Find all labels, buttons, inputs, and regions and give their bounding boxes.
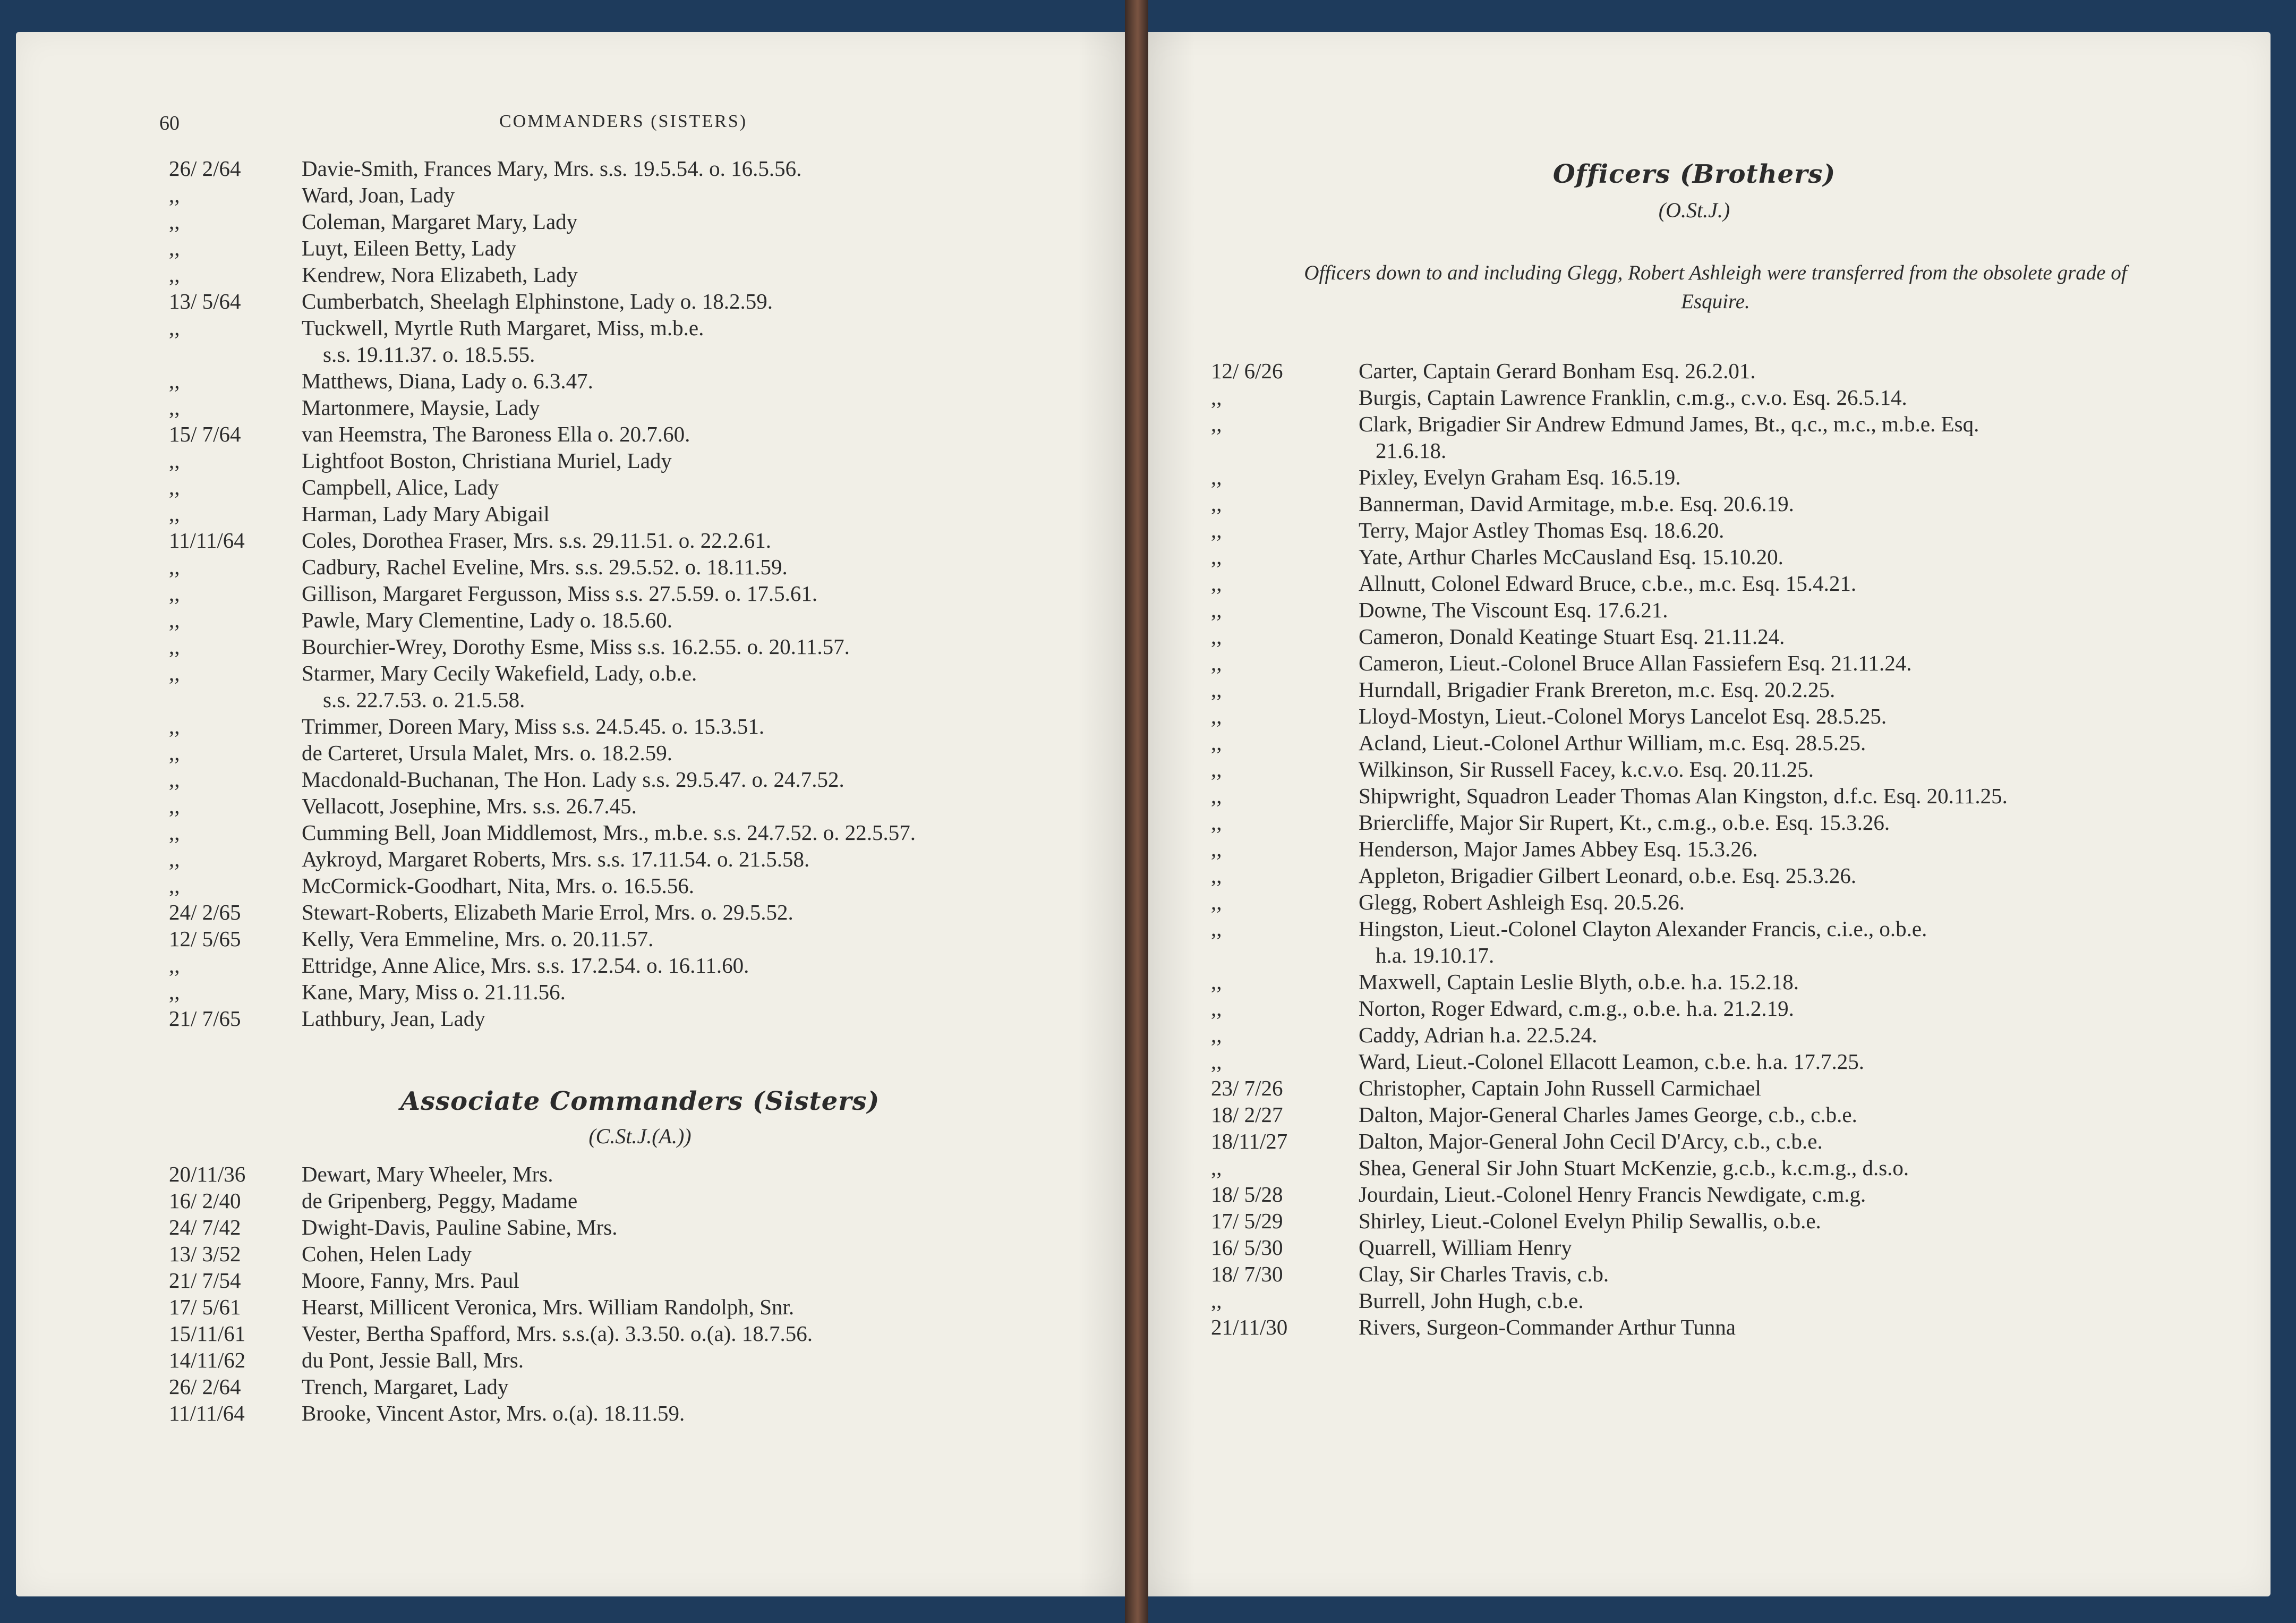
entry-continuation: h.a. 19.10.17. xyxy=(1376,943,1495,967)
list-item xyxy=(169,952,1114,979)
entry-date: ,, xyxy=(1211,465,1222,489)
list-item xyxy=(169,368,1114,394)
list-item xyxy=(1211,1314,2252,1340)
officers-brothers-list xyxy=(1211,358,2252,1340)
entry-text: Clark, Brigadier Sir Andrew Edmund James, Bt., q.c., m.c., m.b.e. Esq. xyxy=(1359,412,1979,436)
entry-text: Dalton, Major-General John Cecil D'Arcy, c.b., c.b.e. xyxy=(1359,1129,1823,1153)
entry-text: Cumberbatch, Sheelagh Elphinstone, Lady o. 18.2.59. xyxy=(302,289,773,313)
list-item xyxy=(1211,464,2252,490)
entry-date: ,, xyxy=(169,581,180,606)
list-item xyxy=(169,554,1114,580)
entry-text: Wilkinson, Sir Russell Facey, k.c.v.o. Esq. 20.11.25. xyxy=(1359,757,1814,781)
list-item xyxy=(169,793,1114,819)
list-item xyxy=(1211,623,2252,650)
entry-text: Macdonald-Buchanan, The Hon. Lady s.s. 29.5.47. o. 24.7.52. xyxy=(302,767,844,792)
entry-date: 16/ 2/40 xyxy=(169,1188,241,1213)
entry-text: Coleman, Margaret Mary, Lady xyxy=(302,209,578,234)
entry-text: de Gripenberg, Peggy, Madame xyxy=(302,1188,578,1213)
list-item xyxy=(169,261,1114,288)
entry-text: Davie-Smith, Frances Mary, Mrs. s.s. 19.5.54. o. 16.5.56. xyxy=(302,156,802,181)
entry-date: ,, xyxy=(1211,518,1222,542)
entry-text: Matthews, Diana, Lady o. 6.3.47. xyxy=(302,369,593,393)
list-item xyxy=(169,1320,1114,1347)
entry-text: Vellacott, Josephine, Mrs. s.s. 26.7.45. xyxy=(302,794,637,818)
list-item xyxy=(1211,490,2252,517)
list-item xyxy=(169,235,1114,261)
entry-text: Lathbury, Jean, Lady xyxy=(302,1006,485,1031)
entry-text: Caddy, Adrian h.a. 22.5.24. xyxy=(1359,1023,1598,1047)
entry-date: ,, xyxy=(169,634,180,659)
entry-date: ,, xyxy=(1211,385,1222,410)
entry-date: ,, xyxy=(1211,1049,1222,1074)
entry-date: ,, xyxy=(169,555,180,579)
entry-date: ,, xyxy=(1211,970,1222,994)
running-title: COMMANDERS (SISTERS) xyxy=(499,112,748,131)
entry-date: 20/11/36 xyxy=(169,1162,246,1186)
entry-text: Tuckwell, Myrtle Ruth Margaret, Miss, m.b.e. xyxy=(302,316,704,340)
entry-date: ,, xyxy=(169,369,180,393)
entry-text: Norton, Roger Edward, c.m.g., o.b.e. h.a. 21.2.19. xyxy=(1359,996,1794,1021)
entry-date: 14/11/62 xyxy=(169,1348,246,1372)
commanders-sisters-list xyxy=(169,155,1114,1032)
entry-text: Yate, Arthur Charles McCausland Esq. 15.10.20. xyxy=(1359,545,1783,569)
entry-date: ,, xyxy=(169,262,180,287)
entry-date: ,, xyxy=(169,236,180,260)
entry-text: Hearst, Millicent Veronica, Mrs. William Randolph, Snr. xyxy=(302,1295,795,1319)
list-item xyxy=(169,607,1114,633)
entry-text: Henderson, Major James Abbey Esq. 15.3.26. xyxy=(1359,837,1758,861)
entry-date: 18/ 2/27 xyxy=(1211,1102,1283,1127)
list-item xyxy=(1211,1234,2252,1261)
list-item xyxy=(1211,1154,2252,1181)
entry-date: 24/ 7/42 xyxy=(169,1215,241,1239)
entry-text: Martonmere, Maysie, Lady xyxy=(302,395,540,420)
list-item xyxy=(169,633,1114,660)
entry-text: Lightfoot Boston, Christiana Muriel, Lady xyxy=(302,448,672,473)
list-item xyxy=(169,394,1114,421)
entry-date: ,, xyxy=(169,608,180,632)
list-item xyxy=(169,1240,1114,1267)
entry-date: 26/ 2/64 xyxy=(169,1374,241,1399)
list-item xyxy=(1211,703,2252,729)
list-item xyxy=(169,1005,1114,1032)
entry-date: ,, xyxy=(169,209,180,234)
list-item xyxy=(1211,1075,2252,1101)
list-item xyxy=(1211,862,2252,889)
entry-text: Brooke, Vincent Astor, Mrs. o.(a). 18.11.59. xyxy=(302,1401,685,1425)
entry-text: Briercliffe, Major Sir Rupert, Kt., c.m.g., o.b.e. Esq. 15.3.26. xyxy=(1359,810,1890,835)
list-item xyxy=(1211,756,2252,783)
entry-date: ,, xyxy=(1211,1023,1222,1047)
list-item xyxy=(1211,1101,2252,1128)
entry-date: ,, xyxy=(169,873,180,898)
entry-date: ,, xyxy=(169,847,180,871)
entry-text: Clay, Sir Charles Travis, c.b. xyxy=(1359,1262,1609,1286)
entry-date: ,, xyxy=(169,316,180,340)
entry-text: van Heemstra, The Baroness Ella o. 20.7.60. xyxy=(302,422,690,446)
entry-date: ,, xyxy=(1211,598,1222,622)
list-item xyxy=(1211,836,2252,862)
transfer-note: Officers down to and including Glegg, Robert Ashleigh were transferred from the obsolete grade of Esquire. xyxy=(1304,261,2127,313)
list-item xyxy=(1211,384,2252,411)
entry-date: ,, xyxy=(1211,757,1222,781)
entry-date: 17/ 5/29 xyxy=(1211,1209,1283,1233)
list-item xyxy=(169,872,1114,899)
list-item xyxy=(1211,915,2252,968)
entry-date: ,, xyxy=(169,980,180,1004)
entry-date: ,, xyxy=(169,820,180,845)
entry-text: Harman, Lady Mary Abigail xyxy=(302,502,550,526)
entry-date: 15/ 7/64 xyxy=(169,422,241,446)
list-item xyxy=(169,740,1114,766)
list-item xyxy=(169,447,1114,474)
list-item xyxy=(169,979,1114,1005)
entry-text: Christopher, Captain John Russell Carmichael xyxy=(1359,1076,1761,1100)
entry-date: ,, xyxy=(1211,704,1222,728)
entry-text: Luyt, Eileen Betty, Lady xyxy=(302,236,516,260)
list-item xyxy=(1211,650,2252,676)
entry-text: Glegg, Robert Ashleigh Esq. 20.5.26. xyxy=(1359,890,1685,914)
running-head xyxy=(159,112,1105,143)
entry-date: ,, xyxy=(1211,571,1222,596)
entry-text: du Pont, Jessie Ball, Mrs. xyxy=(302,1348,524,1372)
list-item xyxy=(1211,411,2252,464)
list-item xyxy=(1211,676,2252,703)
list-item xyxy=(1211,783,2252,809)
entry-date: 18/ 5/28 xyxy=(1211,1182,1283,1206)
list-item xyxy=(1211,1048,2252,1075)
entry-text: Kendrew, Nora Elizabeth, Lady xyxy=(302,262,578,287)
list-item xyxy=(169,288,1114,315)
list-item xyxy=(169,660,1114,713)
entry-date: ,, xyxy=(169,395,180,420)
entry-text: Ward, Joan, Lady xyxy=(302,183,455,207)
list-item xyxy=(1211,1181,2252,1208)
entry-text: Shipwright, Squadron Leader Thomas Alan Kingston, d.f.c. Esq. 20.11.25. xyxy=(1359,784,2008,808)
list-item xyxy=(169,846,1114,872)
entry-text: de Carteret, Ursula Malet, Mrs. o. 18.2.59. xyxy=(302,741,672,765)
section-subtitle-officers: (O.St.J.) xyxy=(1658,198,1730,222)
entry-date: ,, xyxy=(1211,730,1222,755)
entry-text: Cohen, Helen Lady xyxy=(302,1242,472,1266)
entry-text: Bannerman, David Armitage, m.b.e. Esq. 20.6.19. xyxy=(1359,491,1794,516)
list-item xyxy=(169,1267,1114,1294)
entry-text: Maxwell, Captain Leslie Blyth, o.b.e. h.a. 15.2.18. xyxy=(1359,970,1799,994)
entry-date: ,, xyxy=(169,475,180,499)
list-item xyxy=(169,580,1114,607)
associate-commanders-list xyxy=(169,1161,1114,1426)
entry-continuation: 21.6.18. xyxy=(1376,438,1447,463)
entry-date: ,, xyxy=(169,661,180,685)
entry-text: Gillison, Margaret Fergusson, Miss s.s. 27.5.59. o. 17.5.61. xyxy=(302,581,818,606)
entry-text: Rivers, Surgeon-Commander Arthur Tunna xyxy=(1359,1315,1736,1339)
list-item xyxy=(1211,1287,2252,1314)
entry-text: Aykroyd, Margaret Roberts, Mrs. s.s. 17.11.54. o. 21.5.58. xyxy=(302,847,810,871)
entry-date: ,, xyxy=(169,794,180,818)
entry-date: 18/ 7/30 xyxy=(1211,1262,1283,1286)
entry-date: 15/11/61 xyxy=(169,1321,246,1346)
entry-date: ,, xyxy=(169,714,180,738)
list-item xyxy=(169,182,1114,208)
entry-date: 24/ 2/65 xyxy=(169,900,241,924)
entry-text: Quarrell, William Henry xyxy=(1359,1235,1572,1260)
entry-text: Pawle, Mary Clementine, Lady o. 18.5.60. xyxy=(302,608,673,632)
entry-date: 17/ 5/61 xyxy=(169,1295,241,1319)
entry-date: ,, xyxy=(169,741,180,765)
entry-text: Ettridge, Anne Alice, Mrs. s.s. 17.2.54. o. 16.11.60. xyxy=(302,953,749,978)
list-item xyxy=(169,899,1114,925)
list-item xyxy=(1211,1128,2252,1154)
entry-date: ,, xyxy=(1211,677,1222,702)
entry-date: ,, xyxy=(169,183,180,207)
entry-date: 23/ 7/26 xyxy=(1211,1076,1283,1100)
entry-text: Burgis, Captain Lawrence Franklin, c.m.g., c.v.o. Esq. 26.5.14. xyxy=(1359,385,1907,410)
list-item xyxy=(169,527,1114,554)
entry-text: Stewart-Roberts, Elizabeth Marie Errol, Mrs. o. 29.5.52. xyxy=(302,900,793,924)
entry-date: 21/ 7/65 xyxy=(169,1006,241,1031)
entry-date: ,, xyxy=(1211,810,1222,835)
entry-text: Trench, Margaret, Lady xyxy=(302,1374,509,1399)
list-item xyxy=(169,315,1114,368)
entry-text: Starmer, Mary Cecily Wakefield, Lady, o.b.e. xyxy=(302,661,697,685)
entry-text: Jourdain, Lieut.-Colonel Henry Francis Newdigate, c.m.g. xyxy=(1359,1182,1866,1206)
list-item xyxy=(169,819,1114,846)
list-item xyxy=(169,500,1114,527)
list-item xyxy=(1211,543,2252,570)
list-item xyxy=(169,474,1114,500)
list-item xyxy=(1211,995,2252,1022)
entry-date: ,, xyxy=(169,502,180,526)
entry-date: 13/ 5/64 xyxy=(169,289,241,313)
entry-text: McCormick-Goodhart, Nita, Mrs. o. 16.5.56. xyxy=(302,873,695,898)
entry-text: Downe, The Viscount Esq. 17.6.21. xyxy=(1359,598,1668,622)
entry-date: ,, xyxy=(1211,916,1222,941)
entry-date: 12/ 5/65 xyxy=(169,927,241,951)
entry-continuation: s.s. 22.7.53. o. 21.5.58. xyxy=(323,687,525,712)
list-item xyxy=(1211,358,2252,384)
entry-text: Campbell, Alice, Lady xyxy=(302,475,499,499)
list-item xyxy=(1211,889,2252,915)
entry-date: 21/ 7/54 xyxy=(169,1268,241,1293)
entry-date: ,, xyxy=(1211,412,1222,436)
entry-text: Burrell, John Hugh, c.b.e. xyxy=(1359,1288,1584,1313)
entry-continuation: s.s. 19.11.37. o. 18.5.55. xyxy=(323,342,535,367)
entry-text: Shirley, Lieut.-Colonel Evelyn Philip Sewallis, o.b.e. xyxy=(1359,1209,1821,1233)
entry-text: Ward, Lieut.-Colonel Ellacott Leamon, c.b.e. h.a. 17.7.25. xyxy=(1359,1049,1864,1074)
list-item xyxy=(1211,968,2252,995)
entry-text: Cameron, Donald Keatinge Stuart Esq. 21.11.24. xyxy=(1359,624,1785,649)
entry-text: Acland, Lieut.-Colonel Arthur William, m.c. Esq. 28.5.25. xyxy=(1359,730,1866,755)
list-item xyxy=(1211,729,2252,756)
list-item xyxy=(169,155,1114,182)
list-item xyxy=(169,713,1114,740)
entry-date: 21/11/30 xyxy=(1211,1315,1288,1339)
list-item xyxy=(169,1400,1114,1426)
entry-text: Vester, Bertha Spafford, Mrs. s.s.(a). 3.3.50. o.(a). 18.7.56. xyxy=(302,1321,813,1346)
entry-date: ,, xyxy=(1211,491,1222,516)
entry-text: Coles, Dorothea Fraser, Mrs. s.s. 29.11.51. o. 22.2.61. xyxy=(302,528,771,553)
list-item xyxy=(169,766,1114,793)
entry-text: Cadbury, Rachel Eveline, Mrs. s.s. 29.5.52. o. 18.11.59. xyxy=(302,555,788,579)
list-item xyxy=(169,1347,1114,1373)
entry-date: ,, xyxy=(1211,837,1222,861)
entry-date: 18/11/27 xyxy=(1211,1129,1288,1153)
entry-date: ,, xyxy=(1211,651,1222,675)
entry-text: Dwight-Davis, Pauline Sabine, Mrs. xyxy=(302,1215,618,1239)
list-item xyxy=(169,1373,1114,1400)
list-item xyxy=(1211,570,2252,597)
entry-text: Bourchier-Wrey, Dorothy Esme, Miss s.s. 16.2.55. o. 20.11.57. xyxy=(302,634,850,659)
entry-text: Shea, General Sir John Stuart McKenzie, g.c.b., k.c.m.g., d.s.o. xyxy=(1359,1155,1909,1180)
list-item xyxy=(169,1214,1114,1240)
list-item xyxy=(169,421,1114,447)
entry-text: Terry, Major Astley Thomas Esq. 18.6.20. xyxy=(1359,518,1725,542)
entry-date: ,, xyxy=(1211,996,1222,1021)
entry-date: 11/11/64 xyxy=(169,528,245,553)
section-subtitle-associate: (C.St.J.(A.)) xyxy=(588,1124,692,1148)
entry-date: ,, xyxy=(1211,890,1222,914)
entry-text: Lloyd-Mostyn, Lieut.-Colonel Morys Lancelot Esq. 28.5.25. xyxy=(1359,704,1887,728)
list-item xyxy=(1211,1261,2252,1287)
list-item xyxy=(1211,1022,2252,1048)
entry-text: Cumming Bell, Joan Middlemost, Mrs., m.b.e. s.s. 24.7.52. o. 22.5.57. xyxy=(302,820,916,845)
entry-date: ,, xyxy=(1211,545,1222,569)
entry-text: Appleton, Brigadier Gilbert Leonard, o.b.e. Esq. 25.3.26. xyxy=(1359,863,1857,888)
section-title-officers: Officers (Brothers) xyxy=(1552,159,1836,189)
entry-date: ,, xyxy=(1211,1155,1222,1180)
entry-text: Hingston, Lieut.-Colonel Clayton Alexander Francis, c.i.e., o.b.e. xyxy=(1359,916,1927,941)
entry-text: Moore, Fanny, Mrs. Paul xyxy=(302,1268,519,1293)
entry-text: Kane, Mary, Miss o. 21.11.56. xyxy=(302,980,566,1004)
entry-text: Dewart, Mary Wheeler, Mrs. xyxy=(302,1162,553,1186)
entry-text: Pixley, Evelyn Graham Esq. 16.5.19. xyxy=(1359,465,1681,489)
entry-date: 13/ 3/52 xyxy=(169,1242,241,1266)
entry-text: Kelly, Vera Emmeline, Mrs. o. 20.11.57. xyxy=(302,927,654,951)
entry-date: ,, xyxy=(169,448,180,473)
list-item xyxy=(169,208,1114,235)
list-item xyxy=(169,925,1114,952)
list-item xyxy=(169,1187,1114,1214)
entry-date: 12/ 6/26 xyxy=(1211,359,1283,383)
entry-text: Hurndall, Brigadier Frank Brereton, m.c. Esq. 20.2.25. xyxy=(1359,677,1836,702)
entry-date: 16/ 5/30 xyxy=(1211,1235,1283,1260)
list-item xyxy=(169,1161,1114,1187)
entry-date: ,, xyxy=(1211,624,1222,649)
entry-date: 11/11/64 xyxy=(169,1401,245,1425)
section-title-associate: Associate Commanders (Sisters) xyxy=(400,1086,880,1116)
entry-text: Dalton, Major-General Charles James George, c.b., c.b.e. xyxy=(1359,1102,1857,1127)
entry-date: ,, xyxy=(1211,784,1222,808)
entry-text: Carter, Captain Gerard Bonham Esq. 26.2.01. xyxy=(1359,359,1756,383)
list-item xyxy=(1211,1208,2252,1234)
entry-date: 26/ 2/64 xyxy=(169,156,241,181)
list-item xyxy=(1211,597,2252,623)
entry-date: ,, xyxy=(1211,863,1222,888)
list-item xyxy=(1211,809,2252,836)
entry-date: ,, xyxy=(1211,1288,1222,1313)
entry-text: Allnutt, Colonel Edward Bruce, c.b.e., m.c. Esq. 15.4.21. xyxy=(1359,571,1857,596)
list-item xyxy=(169,1294,1114,1320)
entry-text: Cameron, Lieut.-Colonel Bruce Allan Fassiefern Esq. 21.11.24. xyxy=(1359,651,1912,675)
entry-date: ,, xyxy=(169,767,180,792)
page-number: 60 xyxy=(159,112,180,134)
entry-date: ,, xyxy=(169,953,180,978)
entry-text: Trimmer, Doreen Mary, Miss s.s. 24.5.45. o. 15.3.51. xyxy=(302,714,765,738)
book-spine xyxy=(1125,0,1148,1623)
list-item xyxy=(1211,517,2252,543)
